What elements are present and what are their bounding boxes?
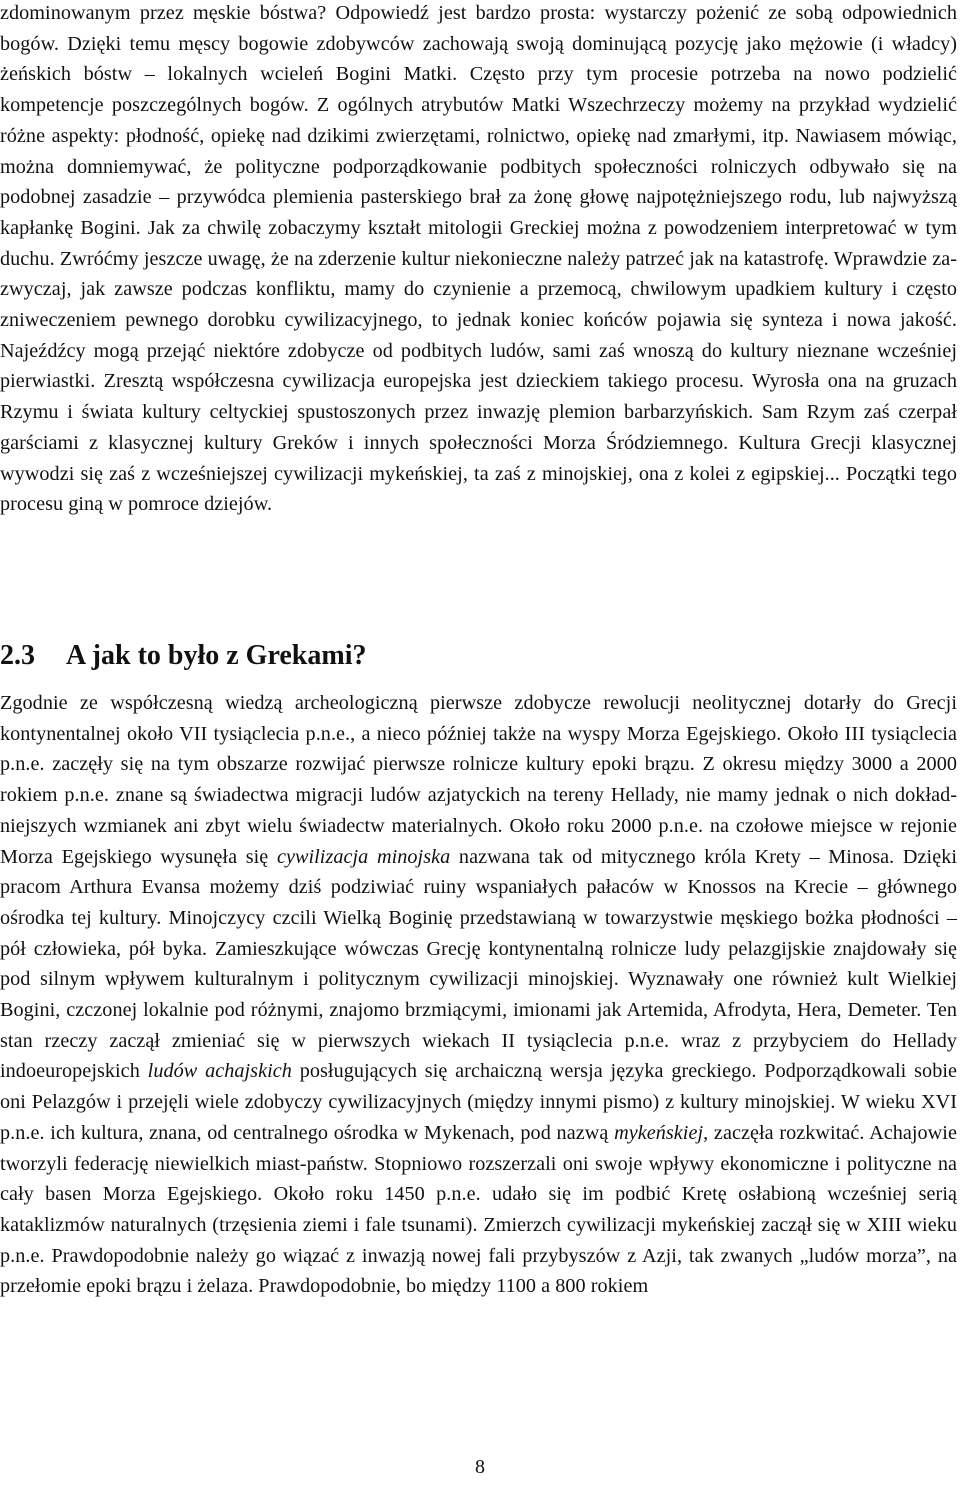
emphasized-term: mykeńskiej (614, 1121, 704, 1144)
section-heading (0, 638, 366, 674)
paragraph-text: zdominowanym przez męskie bóstwa? Odpowiedź jest bardzo prosta: wystarczy pożenić ze sobą odpowiednich bogów. Dzięki temu męscy bogowie zdobywców zachowają swoją dominującą pozycję jako mężowie (i władcy) żeńskich bóstw – lokalnych wcieleń Bogini Matki. Często przy tym procesie potrzeba na nowo podzielić kompetencje poszczególnych bogów. Z ogólnych atrybutów Matki Wszechrzeczy możemy na przykład wydzielić różne aspekty: płodność, opiekę nad dzikimi zwierzętami, rolnictwo, opiekę nad zmarłymi, itp. Nawiasem mówiąc, można domniemywać, że polityczne podporządkowanie podbitych społeczności rolniczych odbywało się na podobnej zasadzie – przywódca plemienia pasterskiego brał za żonę głowę najpotężniejszego rodu, lub najwyższą kapłankę Bogini. Jak za chwilę zobaczymy kształt mitologii Greckiej można z powodzeniem interpretować w tym duchu. Zwróćmy jeszcze uwagę, że na zderzenie kultur niekonieczne należy patrzeć jak na katastrofę. Wprawdzie zazwyczaj, jak zawsze podczas konfliktu, mamy do czynienie a przemocą, chwilowym upadkiem kultury i często zniweczeniem pewnego dorobku cywilizacyjnego, to jednak koniec końców pojawia się synteza i nowa jakość. Najeźdźcy mogą przejąć niektóre zdobycze od podbitych ludów, sami zaś wnoszą do kultury nieznane wcześniej pierwiastki. Zresztą współczesna cywilizacja europejska jest dzieckiem takiego procesu. Wyrosła ona na gruzach Rzymu i świata kultury celtyckiej spustoszonych przez inwazję plemion barbarzyńskich. Sam Rzym zaś czerpał garściami z klasycznej kultury Greków i innych społeczności Morza Śródziemnego. Kultura Grecji klasycznej wywodzi się zaś z wcześniejszej cywilizacji mykeńskiej, ta zaś z minojskiej, ona z kolei z egipskiej... Początki tego procesu giną w pomroce dziejów. (0, 2, 957, 516)
paragraph-text: Zgodnie ze współczesną wiedzą archeologiczną pierwsze zdobycze rewolucji neolitycznej dotarły do Grecji kontynentalnej około VII tysiąclecia p.n.e., a nieco później także na wyspy Morza Egejskiego. Około III tysiąclecia p.n.e. zaczęły się na tym obszarze rozwijać pierwsze rolnicze kultury epoki brązu. Z okresu między 3000 a 2000 rokiem p.n.e. znane są świadectwa migracji ludów azjatyckich na tereny Hellady, nie mamy jednak o nich dokładniejszych wzmianek ani zbyt wielu świadectw materialnych. Około roku 2000 p.n.e. na czołowe miejsce w rejonie Morza Egejskiego wysunęła się (0, 692, 957, 868)
paragraph-text: posługujących się archaiczną wersja języka greckiego. Podporządkowali sobie oni Pelazgów i przejęli wiele zdobyczy cywilizacyjnych (między innymi pismo) z kultury minojskiej. W wieku XVI p.n.e. ich kultura, znana, od centralnego ośrodka w Mykenach, pod nazwą (0, 1060, 958, 1144)
body-paragraph (0, 688, 957, 1302)
body-paragraph (0, 0, 957, 520)
paragraph-text: nazwana tak od mitycznego króla Krety – Minosa. Dzięki pracom Arthura Evansa możemy dziś podziwiać ruiny wspaniałych pałaców w Knossos na Krecie – głównego ośrodka tej kultury. Minojczycy czcili Wielką Boginię przedstawianą w towarzystwie męskiego bożka płodności – pół człowieka, pół byka. Zamieszkujące wówczas Grecję kontynentalną rolnicze ludy pelazgijskie znajdowały się pod silnym wpływem kulturalnym i politycznym cywilizacji minojskiej. Wyznawały one również kult Wielkiej Bogini, czczonej lokalnie pod różnymi, znajomo brzmiącymi, imionami jak Artemida, Afrodyta, Hera, Demeter. Ten stan rzeczy zaczął zmieniać się w pierwszych wiekach II tysiąclecia p.n.e. wraz z przybyciem do Hellady indoeuropejskich (0, 845, 958, 1083)
page-number: 8 (475, 1456, 485, 1478)
section-number: 2.3 (0, 640, 35, 671)
emphasized-term: ludów achajskich (147, 1060, 292, 1083)
section-title: A jak to było z Grekami? (66, 640, 367, 671)
paragraph-text: , zaczęła rozkwitać. Achajowie tworzyli federację niewielkich miast-państw. Stopniowo rozszerzali oni swoje wpływy ekonomiczne i polityczne na cały basen Morza Egejskiego. Około roku 1450 p.n.e. udało się im podbić Kretę osłabioną wcześniej serią kataklizmów naturalnych (trzęsienia ziemi i fale tsunami). Zmierzch cywilizacji mykeńskiej zaczął się w XIII wieku p.n.e. Prawdopodobnie należy go wiązać z inwazją nowej fali przybyszów z Azji, tak zwanych „ludów morza”, na przełomie epoki brązu i żelaza. Prawdopodobnie, bo między 1100 a 800 rokiem (0, 1121, 957, 1298)
emphasized-term: cywilizacja minojska (276, 845, 451, 868)
